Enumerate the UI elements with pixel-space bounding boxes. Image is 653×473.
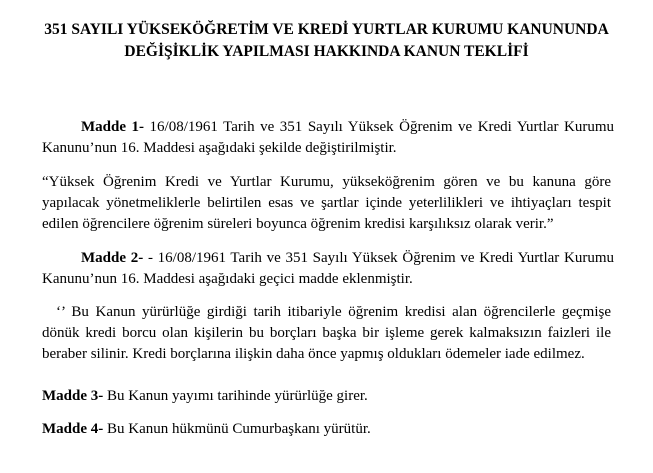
article-2-label: Madde 2- — [81, 250, 144, 266]
article-2-quote — [42, 302, 611, 365]
article-2-text: - 16/08/1961 Tarih ve 351 Sayılı Yüksek Öğrenim ve Kredi Yurtlar Kurumu Kanunu’nun 16. Maddesi aşağıdaki geçici madde eklenmiştir. — [42, 250, 614, 287]
article-3-label: Madde 3- — [42, 388, 104, 404]
document-title-line-2: DEĞİŞİKLİK YAPILMASI HAKKINDA KANUN TEKLİFİ — [124, 43, 529, 60]
document-title-line-1: 351 SAYILI YÜKSEKÖĞRETİM VE KREDİ YURTLAR KURUMU KANUNUNDA — [44, 21, 609, 38]
article-4 — [42, 419, 614, 440]
article-1-label: Madde 1- — [81, 119, 145, 135]
article-3 — [42, 386, 614, 407]
article-1-text: 16/08/1961 Tarih ve 351 Sayılı Yüksek Öğrenim ve Kredi Yurtlar Kurumu Kanunu’nun 16. Maddesi aşağıdaki şekilde değiştirilmiştir. — [42, 119, 614, 156]
article-1-quote: “Yüksek Öğrenim Kredi ve Yurtlar Kurumu, yükseköğrenim gören ve bu kanuna göre yapılacak yönetmeliklerle belirtilen esas ve şartlar içinde yeterlilikleri ve ihtiyaçları tespit edilen öğrencilere öğrenim süreleri boyunca öğrenim kredisi karşılıksız olarak verir.” — [42, 174, 611, 232]
article-4-text: Bu Kanun hükmünü Cumurbaşkanı yürütür. — [103, 421, 371, 437]
article-4-label: Madde 4- — [42, 421, 104, 437]
article-2-quote-text: ‘’ Bu Kanun yürürlüğe girdiği tarih itibariyle öğrenim kredisi alan öğrencilerle geçmişe dönük kredi borcu olan kişilerin bu borçları başka bir işleme gerek kalmaksızın faizleri ile beraber silinir. Kredi borçlarına ilişkin daha önce yapmış oldukları ödemeler iade edilmez. — [42, 304, 611, 362]
article-2 — [42, 248, 614, 290]
article-3-text: Bu Kanun yayımı tarihinde yürürlüğe girer. — [103, 388, 368, 404]
article-1 — [42, 117, 614, 159]
